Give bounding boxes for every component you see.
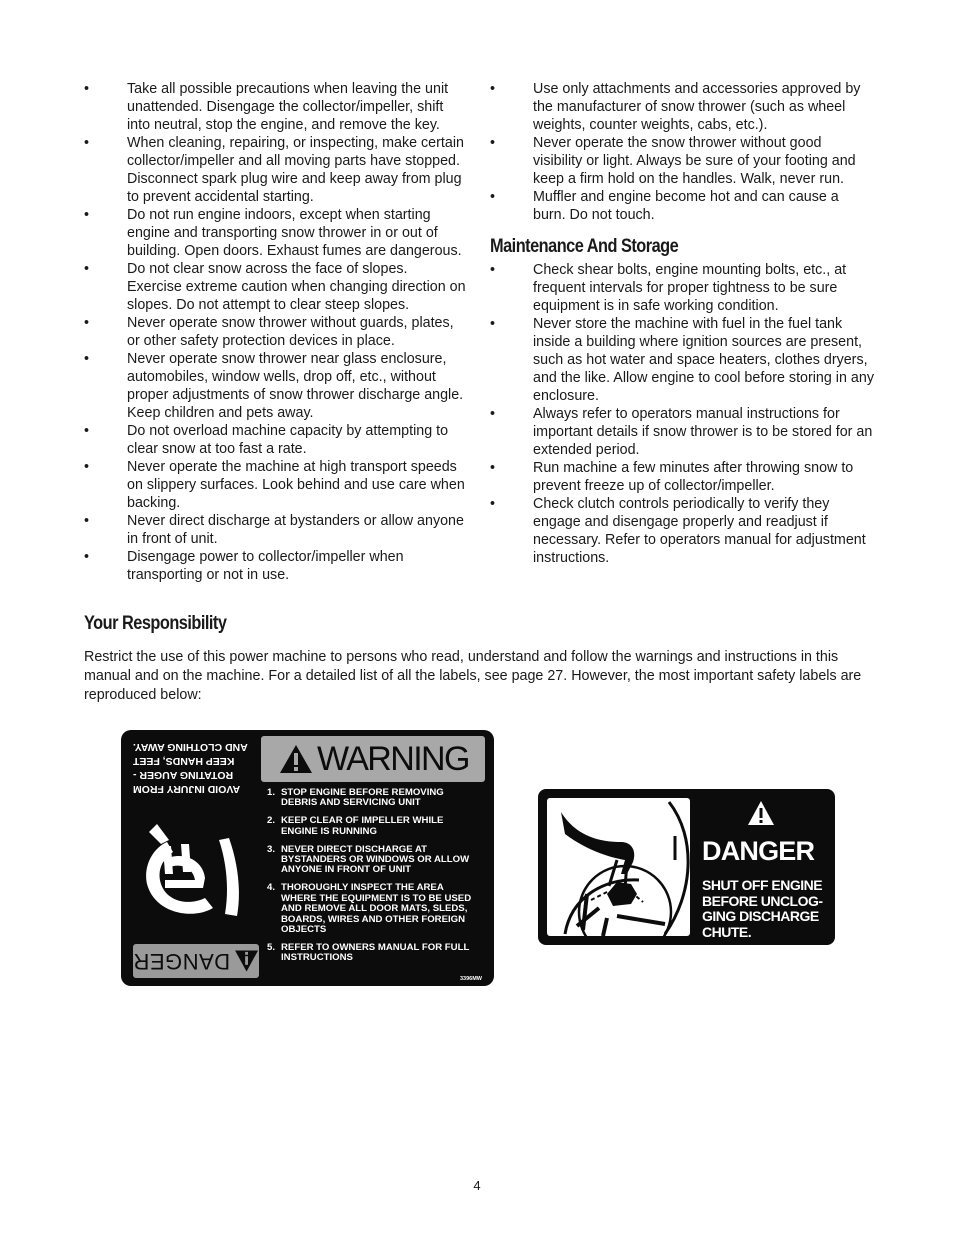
warning-instructions-list xyxy=(267,788,481,971)
maintenance-heading: Maintenance And Storage xyxy=(490,236,679,257)
right-bullet-list xyxy=(490,80,874,224)
list-item: • Check shear bolts, engine mounting bolts, etc., at frequent intervals for proper tightness to be sure equipment is in safe working condition. xyxy=(490,261,874,315)
list-item: 2. KEEP CLEAR OF IMPELLER WHILE ENGINE IS RUNNING xyxy=(267,815,444,837)
list-item: • Do not run engine indoors, except when starting engine and transporting snow thrower in or out of building. Open doors. Exhaust fumes are dangerous. xyxy=(84,206,466,260)
list-item: • Never operate the snow thrower without good visibility or light. Always be sure of your footing and keep a firm hold on the handles. Walk, never run. xyxy=(490,134,874,188)
danger-safety-label xyxy=(538,789,835,945)
list-item: • Use only attachments and accessories approved by the manufacturer of snow thrower (such as wheel weights, counter weights, cabs, etc.). xyxy=(490,80,874,134)
list-item: • Always refer to operators manual instructions for important details if snow thrower is to be stored for an extended period. xyxy=(490,405,874,459)
danger-word: DANGER xyxy=(702,836,815,866)
list-item: • Run machine a few minutes after throwing snow to prevent freeze up of collector/impeller. xyxy=(490,459,874,495)
list-item: 4. THOROUGHLY INSPECT THE AREA WHERE THE EQUIPMENT IS TO BE USED AND REMOVE ALL DOOR MATS, SLEDS, BOARDS, WIRES AND OTHER FOREIGN OBJECTS xyxy=(267,882,472,935)
warning-safety-label xyxy=(121,730,494,986)
chute-hazard-picture xyxy=(547,798,690,936)
danger-panel xyxy=(699,798,827,940)
list-item: 3. NEVER DIRECT DISCHARGE AT BYSTANDERS OR WINDOWS OR ALLOW ANYONE IN FRONT OF UNIT xyxy=(267,843,470,876)
warning-banner xyxy=(261,736,485,782)
danger-instruction: SHUT OFF ENGINE BEFORE UNCLOG-GING DISCHARGE CHUTE. xyxy=(702,877,823,940)
responsibility-heading: Your Responsibility xyxy=(84,613,227,634)
right-column xyxy=(490,80,874,567)
danger-word: DANGER xyxy=(133,949,231,974)
left-column xyxy=(84,80,466,584)
list-item: • Never operate snow thrower without guards, plates, or other safety protection devices in place. xyxy=(84,314,466,350)
auger-hazard-icon xyxy=(137,814,253,924)
maintenance-bullet-list xyxy=(490,261,874,567)
label-code: 3396MW xyxy=(459,976,482,982)
hand-in-chute-icon xyxy=(547,798,690,936)
warning-word: WARNING xyxy=(317,739,469,778)
warning-triangle-icon xyxy=(747,800,775,826)
list-item: • Do not overload machine capacity by attempting to clear snow at too fast a rate. xyxy=(84,422,466,458)
warning-triangle-icon xyxy=(234,949,259,973)
list-item: • Never direct discharge at bystanders or allow anyone in front of unit. xyxy=(84,512,466,548)
list-item: • Take all possible precautions when leaving the unit unattended. Disengage the collector/impeller, shift into neutral, stop the engine, and remove the key. xyxy=(84,80,466,134)
list-item: • Do not clear snow across the face of slopes. Exercise extreme caution when changing direction on slopes. Do not attempt to clear steep slopes. xyxy=(84,260,466,314)
page-number: 4 xyxy=(473,1178,481,1193)
list-item: 1. STOP ENGINE BEFORE REMOVING DEBRIS AND SERVICING UNIT xyxy=(267,787,444,809)
list-item: • Never operate snow thrower near glass enclosure, automobiles, window wells, drop off, etc., without proper adjustments of snow thrower discharge angle. Keep children and pets away. xyxy=(84,350,466,422)
auger-warning-text: AVOID INJURY FROM ROTATING AUGER - KEEP HANDS, FEET AND CLOTHING AWAY. xyxy=(133,741,248,795)
list-item: • When cleaning, repairing, or inspecting, make certain collector/impeller and all moving parts have stopped. Disconnect spark plug wire and keep away from plug to prevent accidental starting. xyxy=(84,134,466,206)
list-item: • Never store the machine with fuel in the fuel tank inside a building where ignition sources are present, such as hot water and space heaters, clothes dryers, and the like. Allow engine to cool before storing in any enclosure. xyxy=(490,315,874,405)
list-item: • Check clutch controls periodically to verify they engage and disengage properly and readjust if necessary. Refer to operators manual for adjustment instructions. xyxy=(490,495,874,567)
list-item: • Never operate the machine at high transport speeds on slippery surfaces. Look behind and use care when backing. xyxy=(84,458,466,512)
list-item: 5. REFER TO OWNERS MANUAL FOR FULL INSTRUCTIONS xyxy=(267,941,470,964)
list-item: • Muffler and engine become hot and can cause a burn. Do not touch. xyxy=(490,188,874,224)
left-bullet-list xyxy=(84,80,466,584)
list-item: • Disengage power to collector/impeller when transporting or not in use. xyxy=(84,548,466,584)
auger-danger-panel xyxy=(127,736,255,980)
responsibility-paragraph: Restrict the use of this power machine to persons who read, understand and follow the warnings and instructions in this manual and on the machine. For a detailed list of all the labels, see page 27. However, the most important safety labels are reproduced below: xyxy=(84,649,862,703)
danger-banner xyxy=(133,944,259,978)
warning-triangle-icon xyxy=(279,744,313,774)
